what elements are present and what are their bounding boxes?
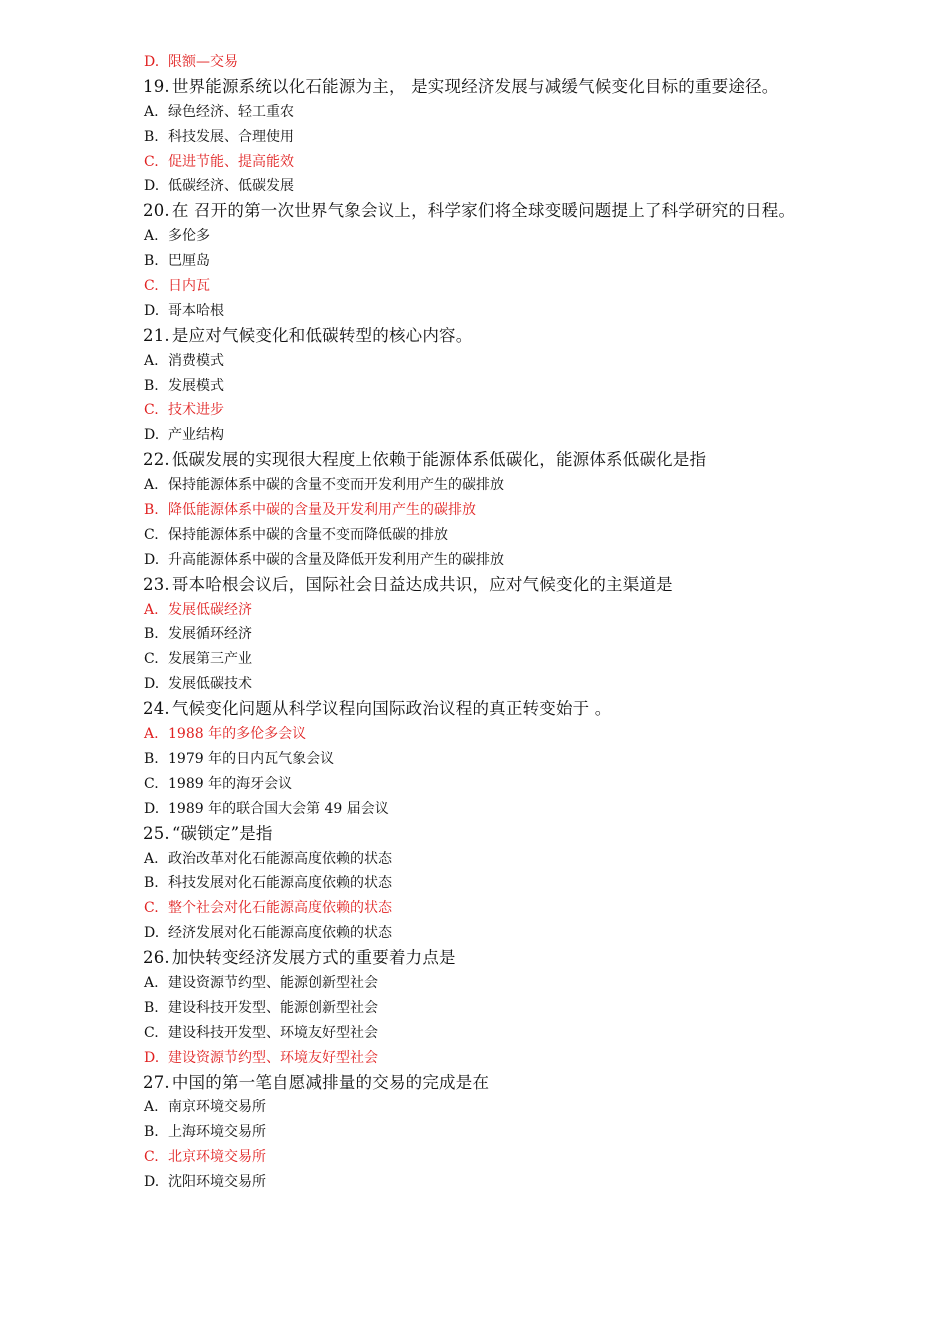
answer-option xyxy=(143,647,903,672)
option-text: 建设科技开发型、能源创新型社会 xyxy=(168,999,378,1016)
option-text: 发展循环经济 xyxy=(168,626,252,643)
option-text: 保持能源体系中碳的含量不变而降低碳的排放 xyxy=(168,526,448,543)
answer-option xyxy=(143,747,903,772)
option-text: 北京环境交易所 xyxy=(168,1149,266,1166)
option-text: 发展低碳技术 xyxy=(168,676,252,693)
option-letter: C. xyxy=(144,402,159,419)
answer-option xyxy=(143,996,903,1021)
option-letter: B. xyxy=(144,128,159,145)
option-text: 1979 年的日内瓦气象会议 xyxy=(168,750,335,767)
option-text: 经济发展对化石能源高度依赖的状态 xyxy=(168,925,392,942)
option-letter: C. xyxy=(144,526,159,543)
option-text: 政治改革对化石能源高度依赖的状态 xyxy=(168,850,392,867)
option-text: 南京环境交易所 xyxy=(168,1099,266,1116)
answer-option xyxy=(143,100,903,125)
question-text: 哥本哈根会议后，国际社会日益达成共识，应对气候变化的主渠道是 xyxy=(171,574,673,594)
answer-option xyxy=(143,1170,903,1195)
option-text: 哥本哈根 xyxy=(168,302,224,319)
option-text: 降低能源体系中碳的含量及开发利用产生的碳排放 xyxy=(168,502,476,519)
option-text: 保持能源体系中碳的含量不变而开发利用产生的碳排放 xyxy=(168,477,504,494)
option-letter: C. xyxy=(144,651,159,668)
question-number: 25. xyxy=(143,823,170,843)
option-letter: D. xyxy=(144,302,160,319)
quiz-sheet xyxy=(143,50,903,1195)
answer-option xyxy=(143,174,903,199)
answer-option-correct xyxy=(143,498,903,523)
option-letter: D. xyxy=(144,925,160,942)
option-text: 多伦多 xyxy=(168,228,210,245)
question-number: 27. xyxy=(143,1072,170,1092)
option-letter: C. xyxy=(144,900,159,917)
question-stem xyxy=(143,573,903,598)
option-letter: D. xyxy=(144,676,160,693)
question-text: 在 召开的第一次世界气象会议上，科学家们将全球变暖问题提上了科学研究的日程。 xyxy=(171,201,796,221)
answer-option xyxy=(143,299,903,324)
option-text: 日内瓦 xyxy=(168,278,210,295)
answer-option xyxy=(143,224,903,249)
question-stem xyxy=(143,448,903,473)
answer-option xyxy=(143,971,903,996)
question-text: 加快转变经济发展方式的重要着力点是 xyxy=(171,948,456,968)
answer-option-correct xyxy=(143,150,903,175)
question-text: 低碳发展的实现很大程度上依赖于能源体系低碳化，能源体系低碳化是指 xyxy=(171,450,707,470)
answer-option xyxy=(143,473,903,498)
answer-option xyxy=(143,1120,903,1145)
option-text: 1989 年的联合国大会第 49 届会议 xyxy=(168,800,389,817)
option-letter: A. xyxy=(144,103,159,120)
option-letter: A. xyxy=(144,974,159,991)
option-letter: A. xyxy=(144,850,159,867)
option-letter: B. xyxy=(144,1124,159,1141)
question-number: 23. xyxy=(143,574,170,594)
option-text: 绿色经济、轻工重农 xyxy=(168,103,294,120)
question-number: 22. xyxy=(143,450,170,470)
option-letter: B. xyxy=(144,999,159,1016)
option-letter: C. xyxy=(144,775,159,792)
option-text: 沈阳环境交易所 xyxy=(168,1174,266,1191)
option-text: 科技发展、合理使用 xyxy=(168,128,294,145)
option-letter: D. xyxy=(144,427,160,444)
question-stem xyxy=(143,199,903,224)
option-text: 1989 年的海牙会议 xyxy=(168,775,293,792)
question-stem xyxy=(143,822,903,847)
question-block xyxy=(143,697,903,821)
option-text: 建设资源节约型、环境友好型社会 xyxy=(168,1049,378,1066)
option-letter: B. xyxy=(144,626,159,643)
option-letter: B. xyxy=(144,502,159,519)
option-text: 整个社会对化石能源高度依赖的状态 xyxy=(168,900,392,917)
answer-option xyxy=(143,871,903,896)
answer-option xyxy=(143,622,903,647)
question-text: “碳锁定”是指 xyxy=(171,823,273,843)
option-text: 1988 年的多伦多会议 xyxy=(168,726,307,743)
answer-option-correct xyxy=(143,398,903,423)
option-letter: A. xyxy=(144,726,159,743)
answer-option xyxy=(143,772,903,797)
question-stem xyxy=(143,697,903,722)
option-text: 发展模式 xyxy=(168,377,224,394)
answer-option xyxy=(143,921,903,946)
option-letter: A. xyxy=(144,228,159,245)
option-text: 升高能源体系中碳的含量及降低开发利用产生的碳排放 xyxy=(168,551,504,568)
option-letter: B. xyxy=(144,253,159,270)
answer-option-correct xyxy=(143,722,903,747)
question-number: 20. xyxy=(143,201,170,221)
option-text: 促进节能、提高能效 xyxy=(168,153,294,170)
option-text: 产业结构 xyxy=(168,427,224,444)
option-text: 科技发展对化石能源高度依赖的状态 xyxy=(168,875,392,892)
option-letter: A. xyxy=(144,601,159,618)
option-letter: D. xyxy=(144,1174,160,1191)
question-block xyxy=(143,573,903,697)
answer-option-correct xyxy=(143,896,903,921)
answer-option xyxy=(143,374,903,399)
question-number: 26. xyxy=(143,948,170,968)
answer-option xyxy=(143,523,903,548)
answer-option xyxy=(143,548,903,573)
carryover-option xyxy=(143,50,903,75)
question-text: 中国的第一笔自愿减排量的交易的完成是在 xyxy=(171,1072,490,1092)
option-text: 低碳经济、低碳发展 xyxy=(168,178,294,195)
option-letter: C. xyxy=(144,1024,159,1041)
answer-option xyxy=(143,672,903,697)
question-number: 21. xyxy=(143,325,170,345)
answer-option-correct xyxy=(143,598,903,623)
question-block xyxy=(143,822,903,946)
question-text: 是应对气候变化和低碳转型的核心内容。 xyxy=(171,325,473,345)
question-stem xyxy=(143,1071,903,1096)
answer-option xyxy=(143,349,903,374)
answer-option xyxy=(143,423,903,448)
question-stem xyxy=(143,324,903,349)
question-block xyxy=(143,199,903,323)
answer-option-correct xyxy=(143,1046,903,1071)
answer-option xyxy=(143,847,903,872)
option-text: 发展低碳经济 xyxy=(168,601,252,618)
question-block xyxy=(143,1071,903,1195)
question-text: 气候变化问题从科学议程向国际政治议程的真正转变始于 。 xyxy=(171,699,612,719)
option-text: 消费模式 xyxy=(168,352,224,369)
question-block xyxy=(143,946,903,1070)
option-letter: C. xyxy=(144,1149,159,1166)
option-letter: D. xyxy=(144,800,160,817)
answer-option xyxy=(143,1021,903,1046)
question-text: 世界能源系统以化石能源为主， 是实现经济发展与减缓气候变化目标的重要途径。 xyxy=(171,76,779,96)
option-text: 限额—交易 xyxy=(168,54,238,70)
option-letter: C. xyxy=(144,278,159,295)
option-text: 上海环境交易所 xyxy=(168,1124,266,1141)
option-text: 巴厘岛 xyxy=(168,253,210,270)
answer-option xyxy=(143,797,903,822)
option-letter: C. xyxy=(144,153,159,170)
option-letter: A. xyxy=(144,1099,159,1116)
option-letter: D. xyxy=(144,551,160,568)
question-block xyxy=(143,75,903,199)
option-text: 技术进步 xyxy=(168,402,224,419)
option-letter: B. xyxy=(144,377,159,394)
option-letter: B. xyxy=(144,750,159,767)
answer-option-correct xyxy=(143,274,903,299)
option-text: 建设科技开发型、环境友好型社会 xyxy=(168,1024,378,1041)
option-letter: D. xyxy=(144,178,160,195)
question-number: 24. xyxy=(143,699,170,719)
option-letter: D. xyxy=(144,1049,160,1066)
answer-option xyxy=(143,249,903,274)
question-list xyxy=(143,75,903,1195)
answer-option-correct xyxy=(143,1145,903,1170)
question-block xyxy=(143,448,903,572)
option-letter: D. xyxy=(144,54,160,70)
option-letter: A. xyxy=(144,352,159,369)
answer-option xyxy=(143,125,903,150)
question-stem xyxy=(143,946,903,971)
option-text: 发展第三产业 xyxy=(168,651,252,668)
question-stem xyxy=(143,75,903,100)
answer-option xyxy=(143,1095,903,1120)
question-number: 19. xyxy=(143,76,170,96)
option-letter: B. xyxy=(144,875,159,892)
question-block xyxy=(143,324,903,448)
option-text: 建设资源节约型、能源创新型社会 xyxy=(168,974,378,991)
option-letter: A. xyxy=(144,477,159,494)
